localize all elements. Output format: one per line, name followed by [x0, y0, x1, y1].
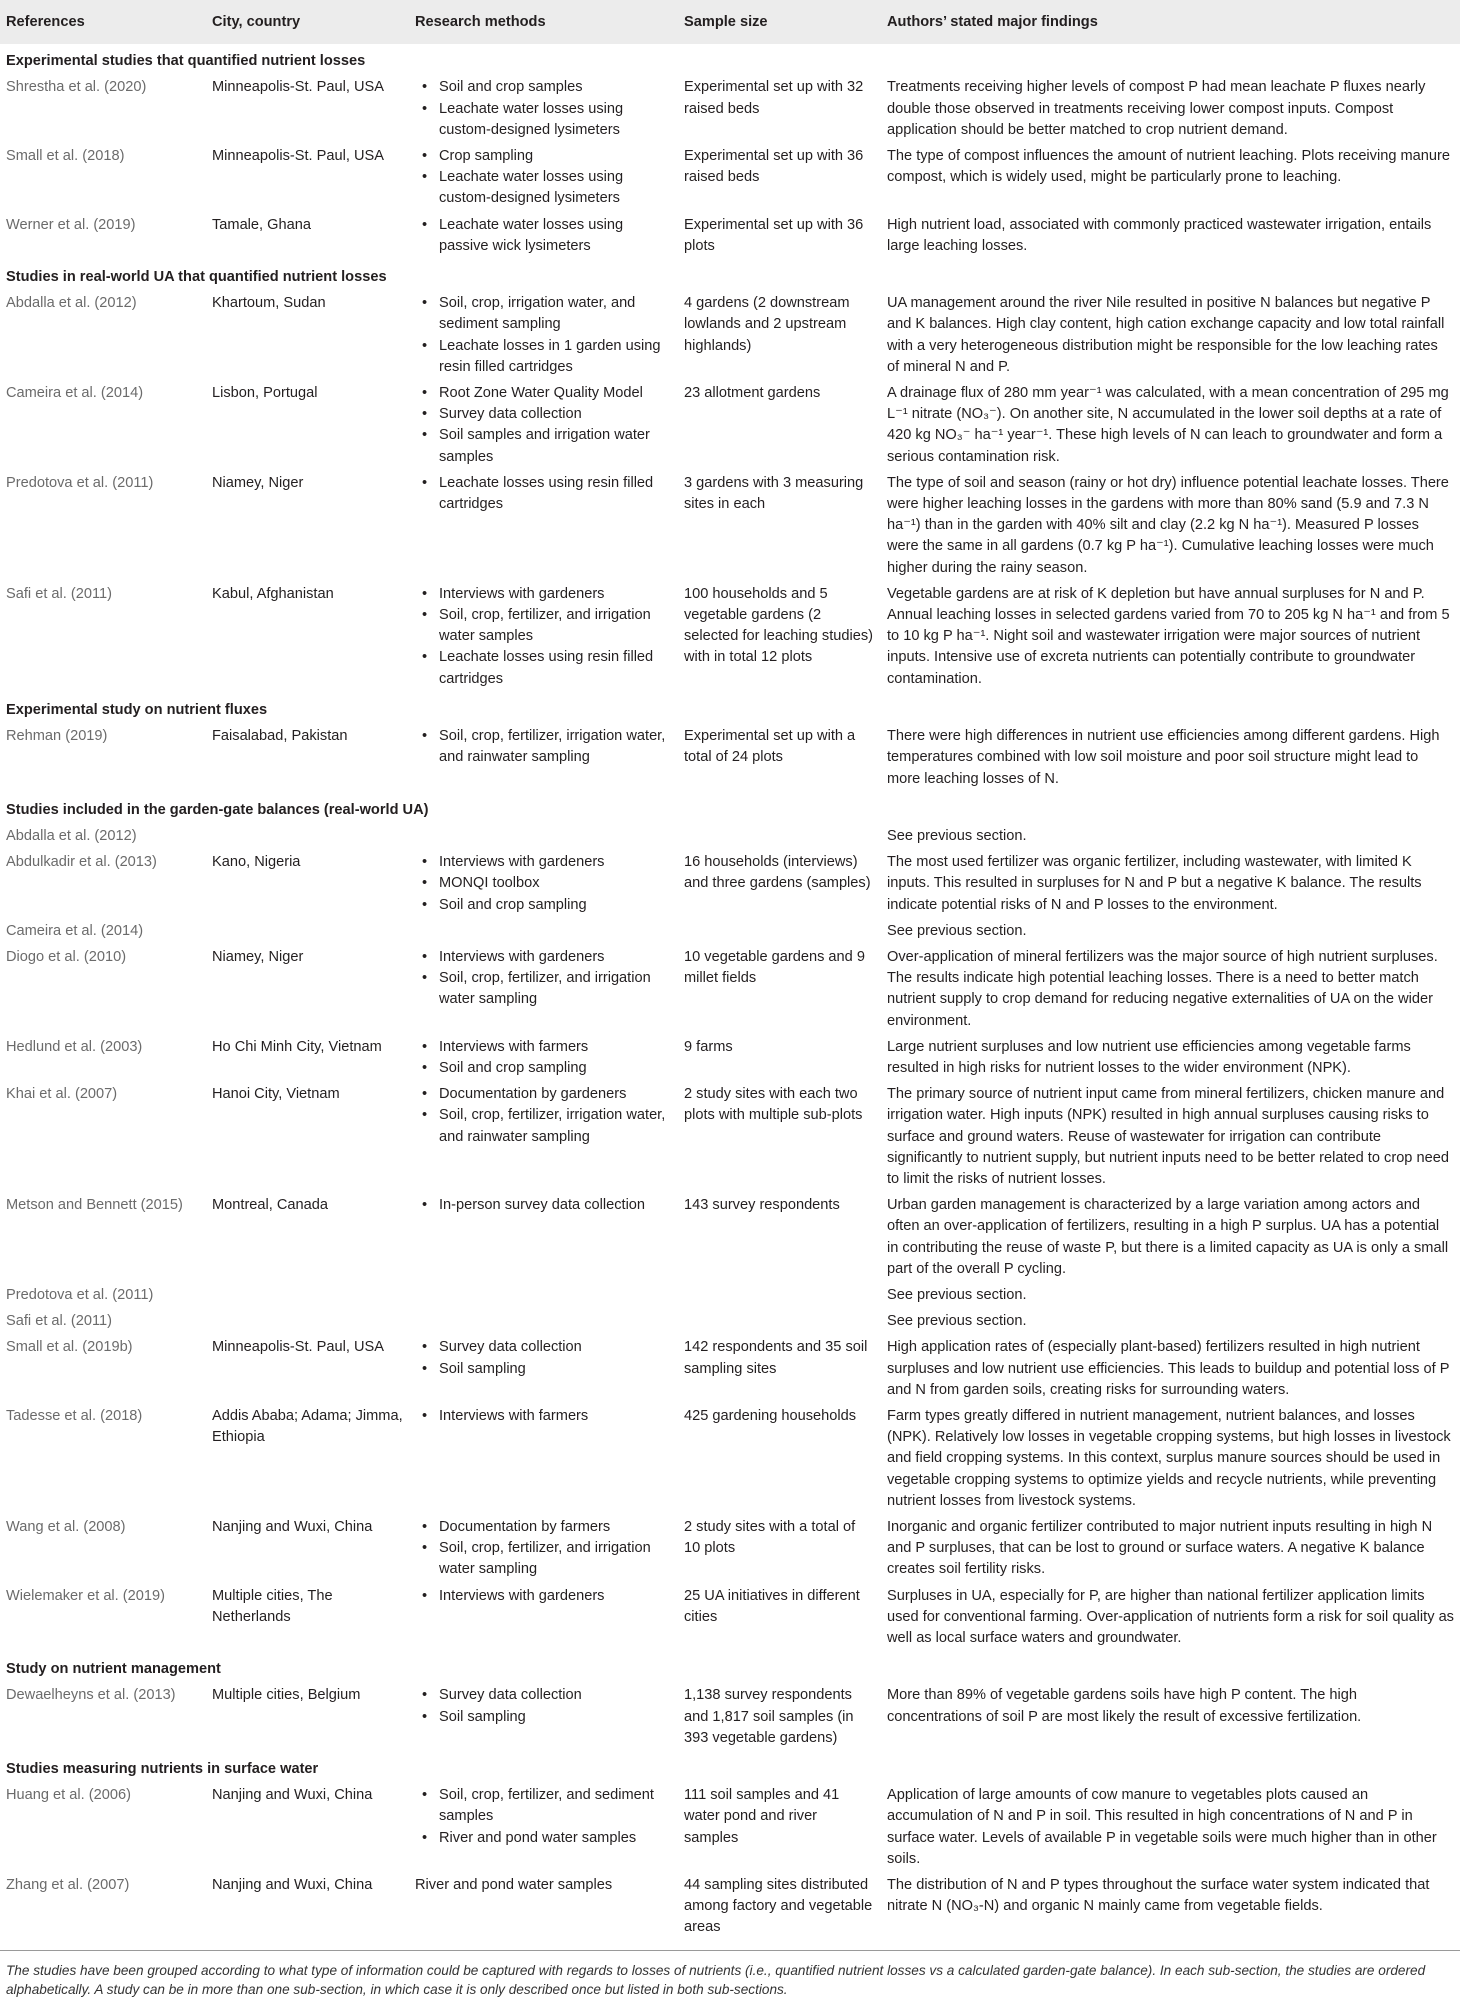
sample-size-cell: 25 UA initiatives in different cities: [684, 1587, 860, 1625]
table-row: [0, 381, 1460, 471]
section-title: Studies in real-world UA that quantified nutrient losses: [6, 269, 387, 286]
reference-cell: Abdalla et al. (2012): [6, 827, 137, 844]
city-cell: Addis Ababa; Adama; Jimma, Ethiopia: [212, 1407, 403, 1446]
section-heading-row: [0, 1752, 1460, 1783]
methods-cell: [409, 1035, 678, 1082]
reference-cell: Huang et al. (2006): [6, 1787, 131, 1804]
methods-cell: [409, 1873, 678, 1942]
table-row: [0, 1193, 1460, 1283]
sample-size-cell: 142 respondents and 35 soil sampling sites: [684, 1339, 868, 1377]
findings-cell: Urban garden management is characterized by a large variation among actors and often an over-application of fertilizers, resulting in a high P surplus. UA has a potential in contributing the reuse of waste P, but there is a limited capacity as UA is only a small part of the overall P cycling.: [887, 1197, 1449, 1277]
table-row: [0, 213, 1460, 260]
table-row: [0, 1082, 1460, 1193]
sample-size-cell: Experimental set up with 36 raised beds: [684, 148, 864, 186]
method-item: • Crop sampling: [439, 146, 672, 167]
methods-cell: [409, 1584, 678, 1653]
methods-cell: [409, 144, 678, 213]
city-cell: Minneapolis-St. Paul, USA: [212, 79, 384, 96]
reference-cell: Small et al. (2019b): [6, 1339, 133, 1356]
method-item: • Interviews with gardeners: [439, 852, 672, 873]
methods-cell: [409, 824, 678, 850]
table-row: [0, 850, 1460, 919]
sample-size-cell: Experimental set up with 32 raised beds: [684, 79, 864, 117]
methods-cell: [409, 1082, 678, 1193]
reference-cell: Abdulkadir et al. (2013): [6, 854, 157, 871]
findings-cell: See previous section.: [887, 922, 1027, 939]
method-item: • Survey data collection: [439, 1685, 672, 1706]
method-item: • Soil, crop, fertilizer, irrigation water, and rainwater sampling: [439, 726, 672, 768]
method-text: River and pond water samples: [415, 1877, 613, 1894]
method-item: • Root Zone Water Quality Model: [439, 383, 672, 404]
method-item: • Interviews with gardeners: [439, 947, 672, 968]
sample-size-cell: 100 households and 5 vegetable gardens (2 selected for leaching studies) with in total 12 plots: [684, 585, 874, 666]
sample-size-cell: 3 gardens with 3 measuring sites in each: [684, 474, 864, 513]
findings-cell: Vegetable gardens are at risk of K depletion but have annual surpluses for N and P. Annual leaching losses in selected gardens varied from 70 to 205 kg N ha⁻¹ and from 5 to 10 kg P ha⁻¹. Night soil and wastewater irrigation were major sources of nutrient inputs. Intensive use of excreta nutrients can potentially contribute to groundwater contamination.: [887, 585, 1450, 687]
method-item: • Soil, crop, fertilizer, and irrigation water sampling: [439, 968, 672, 1010]
methods-list: [415, 383, 672, 468]
methods-cell: [409, 724, 678, 793]
method-item: • Soil, crop, fertilizer, and sediment samples: [439, 1785, 672, 1827]
table-row: [0, 75, 1460, 144]
table-row: [0, 1283, 1460, 1309]
methods-list: [415, 1406, 672, 1427]
city-cell: Niamey, Niger: [212, 948, 304, 965]
methods-list: [415, 473, 672, 515]
method-item: • Documentation by farmers: [439, 1517, 672, 1538]
methods-cell: [409, 1683, 678, 1752]
city-cell: Montreal, Canada: [212, 1197, 329, 1214]
table-row: [0, 582, 1460, 693]
method-item: • Interviews with farmers: [439, 1037, 672, 1058]
city-cell: Khartoum, Sudan: [212, 295, 326, 312]
methods-cell: [409, 291, 678, 381]
methods-cell: [409, 945, 678, 1035]
method-item: • Survey data collection: [439, 404, 672, 425]
methods-list: [415, 726, 672, 768]
findings-cell: Large nutrient surpluses and low nutrient use efficiencies among vegetable farms resulted in high risks for nutrient losses to the wider environment (NPK).: [887, 1038, 1411, 1076]
city-cell: Kabul, Afghanistan: [212, 585, 334, 602]
table-row: [0, 1584, 1460, 1653]
findings-cell: The most used fertilizer was organic fertilizer, including wastewater, with limited K inputs. This resulted in surpluses for N and P but a negative K balance. The results indicate potential risks of N and P losses to the environment.: [887, 854, 1422, 913]
methods-list: [415, 1337, 672, 1379]
methods-list: [415, 146, 672, 210]
city-cell: [206, 1309, 409, 1335]
city-cell: Nanjing and Wuxi, China: [212, 1519, 373, 1535]
findings-cell: See previous section.: [887, 827, 1027, 844]
methods-cell: [409, 75, 678, 144]
city-cell: Minneapolis-St. Paul, USA: [212, 148, 384, 165]
reference-cell: Predotova et al. (2011): [6, 474, 154, 491]
method-item: • Soil, crop, fertilizer, irrigation water, and rainwater sampling: [439, 1105, 672, 1147]
reference-cell: Safi et al. (2011): [6, 585, 112, 602]
findings-cell: Inorganic and organic fertilizer contributed to major nutrient inputs resulting in high N and P surpluses, that can be lost to ground or surface waters. A negative K balance creates soil fertility risks.: [887, 1519, 1433, 1578]
sample-size-cell: Experimental set up with a total of 24 plots: [684, 728, 856, 766]
method-item: • Leachate water losses using passive wick lysimeters: [439, 215, 672, 257]
findings-cell: There were high differences in nutrient use efficiencies among different gardens. High temperatures combined with low soil moisture and poor soil structure might lead to more leaching losses of N.: [887, 728, 1440, 787]
city-cell: Nanjing and Wuxi, China: [212, 1787, 373, 1804]
methods-list: [415, 1195, 672, 1216]
method-item: • Soil and crop samples: [439, 77, 672, 98]
method-item: • Soil, crop, fertilizer, and irrigation water samples: [439, 605, 672, 647]
city-cell: Nanjing and Wuxi, China: [212, 1877, 373, 1894]
methods-list: [415, 1084, 672, 1148]
table-header: [0, 0, 1460, 44]
reference-cell: Predotova et al. (2011): [6, 1286, 154, 1303]
table-row: [0, 1873, 1460, 1942]
methods-list: [415, 77, 672, 141]
sample-size-cell: [678, 1283, 881, 1309]
table-row: [0, 1335, 1460, 1404]
findings-cell: High application rates of (especially plant-based) fertilizers resulted in high nutrient surpluses and low nutrient use efficiencies. This leads to buildup and potential loss of P and N from garden soils, creating risks for surrounding waters.: [887, 1339, 1450, 1398]
section-title: Studies included in the garden-gate balances (real-world UA): [6, 801, 429, 818]
city-cell: Tamale, Ghana: [212, 216, 311, 233]
header-research-methods: Research methods: [409, 0, 678, 44]
method-item: • Leachate losses using resin filled cartridges: [439, 473, 672, 515]
methods-cell: [409, 919, 678, 945]
city-cell: Niamey, Niger: [212, 474, 304, 491]
methods-list: [415, 1785, 672, 1849]
findings-cell: The distribution of N and P types throughout the surface water system indicated that nitrate N (NO₃-N) and organic N mainly came from vegetable fields.: [887, 1877, 1430, 1915]
findings-cell: See previous section.: [887, 1286, 1027, 1303]
table-row: [0, 1309, 1460, 1335]
sample-size-cell: 23 allotment gardens: [684, 385, 821, 402]
findings-cell: Farm types greatly differed in nutrient management, nutrient balances, and losses (NPK). Relatively low losses in vegetable cropping systems, but high losses in livestock and field cropping systems. In this context, surplus manure sources should be used in vegetable cropping systems to optimize yields and recycle nutrients, while preventing nutrient losses from livestock systems.: [887, 1407, 1451, 1509]
methods-cell: [409, 471, 678, 582]
city-cell: [206, 1283, 409, 1309]
methods-cell: [409, 213, 678, 260]
findings-cell: Treatments receiving higher levels of compost P had mean leachate P fluxes nearly double those observed in treatments receiving lower compost inputs. Compost application should be better matched to crop nutrient demand.: [887, 79, 1426, 138]
methods-cell: [409, 1335, 678, 1404]
header-sample-size: Sample size: [678, 0, 881, 44]
method-item: • Soil sampling: [439, 1359, 672, 1380]
section-heading-row: [0, 793, 1460, 824]
table-body: [0, 44, 1460, 1941]
sample-size-cell: [678, 824, 881, 850]
city-cell: [206, 919, 409, 945]
method-item: • Soil and crop sampling: [439, 1058, 672, 1079]
method-item: • Leachate losses using resin filled cartridges: [439, 647, 672, 689]
findings-cell: More than 89% of vegetable gardens soils have high P content. The high concentrations of soil P are most likely the result of excessive fertilization.: [887, 1687, 1362, 1725]
table-row: [0, 1515, 1460, 1584]
sample-size-cell: Experimental set up with 36 plots: [684, 216, 864, 254]
table-row: [0, 1783, 1460, 1873]
reference-cell: Hedlund et al. (2003): [6, 1038, 143, 1055]
sample-size-cell: 9 farms: [684, 1038, 733, 1055]
table-row: [0, 824, 1460, 850]
findings-cell: Application of large amounts of cow manure to vegetables plots caused an accumulation of N and P in soil. This resulted in high concentrations of N and P in surface water. Levels of available P in vegetable soils were much higher than in other soils.: [887, 1787, 1437, 1867]
methods-list: [415, 1586, 672, 1607]
methods-cell: [409, 1515, 678, 1584]
table-row: [0, 291, 1460, 381]
header-city-country: City, country: [206, 0, 409, 44]
methods-list: [415, 215, 672, 257]
sample-size-cell: 2 study sites with each two plots with multiple sub-plots: [684, 1086, 863, 1124]
methods-cell: [409, 381, 678, 471]
section-title: Study on nutrient management: [6, 1661, 221, 1678]
reference-cell: Metson and Bennett (2015): [6, 1197, 183, 1214]
sample-size-cell: 143 survey respondents: [684, 1197, 840, 1214]
section-heading-row: [0, 260, 1460, 291]
findings-cell: UA management around the river Nile resulted in positive N balances but negative P and K balances. High clay content, high cation exchange capacity and low total rainfall with a very heterogeneous distribution might be responsible for the low leaching rates of mineral N and P.: [887, 295, 1445, 375]
findings-cell: See previous section.: [887, 1313, 1027, 1330]
method-item: • Interviews with gardeners: [439, 584, 672, 605]
methods-list: [415, 584, 672, 690]
city-cell: Kano, Nigeria: [212, 854, 301, 871]
sample-size-cell: 4 gardens (2 downstream lowlands and 2 upstream highlands): [684, 295, 850, 354]
reference-cell: Tadesse et al. (2018): [6, 1407, 143, 1424]
method-item: • MONQI toolbox: [439, 873, 672, 894]
methods-cell: [409, 582, 678, 693]
method-item: • Soil, crop, fertilizer, and irrigation water sampling: [439, 1538, 672, 1580]
methods-cell: [409, 1283, 678, 1309]
findings-cell: The type of compost influences the amount of nutrient leaching. Plots receiving manure compost, which is widely used, might be particularly prone to leaching.: [887, 148, 1450, 186]
reference-cell: Cameira et al. (2014): [6, 922, 144, 939]
section-heading-row: [0, 693, 1460, 724]
sample-size-cell: 16 households (interviews) and three gardens (samples): [684, 854, 871, 892]
sample-size-cell: 111 soil samples and 41 water pond and river samples: [684, 1787, 840, 1846]
method-item: • Interviews with farmers: [439, 1406, 672, 1427]
city-cell: Minneapolis-St. Paul, USA: [212, 1339, 384, 1356]
findings-cell: High nutrient load, associated with commonly practiced wastewater irrigation, entails large leaching losses.: [887, 216, 1432, 254]
findings-cell: The primary source of nutrient input came from mineral fertilizers, chicken manure and irrigation water. High inputs (NPK) resulted in high annual surpluses causing risks to surface and ground waters. Reuse of wastewater for irrigation can contribute significantly to nutrient supply, but nutrient inputs need to be better related to crop need to limit the risks of nutrient losses.: [887, 1086, 1449, 1187]
sample-size-cell: [678, 919, 881, 945]
section-title: Studies measuring nutrients in surface water: [6, 1761, 319, 1778]
methods-list: [415, 852, 672, 916]
method-item: • Leachate water losses using custom-designed lysimeters: [439, 167, 672, 209]
methods-list: [415, 1685, 672, 1727]
findings-cell: The type of soil and season (rainy or hot dry) influence potential leachate losses. There were higher leaching losses in the gardens with more than 80% sand (5.9 and 7.3 N ha⁻¹) than in the garden with 40% silt and clay (2.2 kg N ha⁻¹). Measured P losses were the same in all gardens (0.7 kg P ha⁻¹). Cumulative leaching losses were much higher during the rainy season.: [887, 474, 1449, 576]
method-item: • In-person survey data collection: [439, 1195, 672, 1216]
table-row: [0, 1683, 1460, 1752]
method-item: • Soil, crop, irrigation water, and sediment sampling: [439, 293, 672, 335]
reference-cell: Khai et al. (2007): [6, 1086, 118, 1103]
table-row: [0, 945, 1460, 1035]
methods-cell: [409, 1193, 678, 1283]
findings-cell: Surpluses in UA, especially for P, are higher than national fertilizer application limits used for conventional farming. Over-application of nutrients form a risk for soil quality as well as local surface waters and groundwater.: [887, 1587, 1454, 1647]
methods-cell: [409, 1783, 678, 1873]
sample-size-cell: 1,138 survey respondents and 1,817 soil samples (in 393 vegetable gardens): [684, 1687, 854, 1746]
reference-cell: Safi et al. (2011): [6, 1313, 112, 1330]
methods-list: [415, 293, 672, 378]
city-cell: Multiple cities, Belgium: [212, 1687, 361, 1704]
table-row: [0, 471, 1460, 582]
reference-cell: Wielemaker et al. (2019): [6, 1587, 165, 1604]
methods-list: [415, 947, 672, 1011]
city-cell: Ho Chi Minh City, Vietnam: [212, 1038, 382, 1055]
table-row: [0, 1404, 1460, 1515]
method-item: • Interviews with gardeners: [439, 1586, 672, 1607]
methods-list: [415, 1517, 672, 1581]
header-references: References: [0, 0, 206, 44]
method-item: • Survey data collection: [439, 1337, 672, 1358]
sample-size-cell: 10 vegetable gardens and 9 millet fields: [684, 948, 865, 987]
city-cell: Hanoi City, Vietnam: [212, 1086, 340, 1103]
section-heading-row: [0, 44, 1460, 75]
sample-size-cell: 425 gardening households: [684, 1407, 857, 1424]
table-row: [0, 144, 1460, 213]
reference-cell: Werner et al. (2019): [6, 216, 136, 233]
table-row: [0, 919, 1460, 945]
city-cell: Faisalabad, Pakistan: [212, 728, 348, 745]
method-item: • River and pond water samples: [439, 1828, 672, 1849]
reference-cell: Diogo et al. (2010): [6, 948, 127, 965]
reference-cell: Wang et al. (2008): [6, 1519, 126, 1535]
methods-list: [415, 1037, 672, 1079]
sample-size-cell: 2 study sites with a total of 10 plots: [684, 1519, 856, 1557]
reference-cell: Zhang et al. (2007): [6, 1877, 130, 1894]
reference-cell: Rehman (2019): [6, 728, 108, 745]
city-cell: Lisbon, Portugal: [212, 385, 318, 402]
section-title: Experimental studies that quantified nutrient losses: [6, 53, 366, 70]
sample-size-cell: [678, 1309, 881, 1335]
header-major-findings: Authors’ stated major findings: [881, 0, 1460, 44]
method-item: • Documentation by gardeners: [439, 1084, 672, 1105]
table-row: [0, 724, 1460, 793]
findings-cell: Over-application of mineral fertilizers was the major source of high nutrient surpluses. The results indicate high potential leaching losses. There is a need to better match nutrient supply to crop demand for reducing negative externalities of UA on the wider environment.: [887, 948, 1438, 1029]
reference-cell: Dewaelheyns et al. (2013): [6, 1687, 176, 1704]
table-row: [0, 1035, 1460, 1082]
findings-cell: A drainage flux of 280 mm year⁻¹ was calculated, with a mean concentration of 295 mg L⁻¹ nitrate (NO₃⁻). On another site, N accumulated in the lower soil depths at a rate of 420 kg NO₃⁻ ha⁻¹ year⁻¹. These high levels of N can leach to groundwater and form a serious contamination risk.: [887, 385, 1449, 465]
method-item: • Leachate water losses using custom-designed lysimeters: [439, 99, 672, 141]
reference-cell: Abdalla et al. (2012): [6, 295, 137, 312]
section-heading-row: [0, 1652, 1460, 1683]
methods-cell: [409, 1404, 678, 1515]
method-item: • Soil and crop sampling: [439, 895, 672, 916]
reference-cell: Small et al. (2018): [6, 148, 125, 165]
section-title: Experimental study on nutrient fluxes: [6, 701, 268, 718]
reference-cell: Shrestha et al. (2020): [6, 79, 147, 96]
reference-cell: Cameira et al. (2014): [6, 385, 144, 402]
method-item: • Soil sampling: [439, 1707, 672, 1728]
sample-size-cell: 44 sampling sites distributed among factory and vegetable areas: [684, 1877, 873, 1936]
city-cell: [206, 824, 409, 850]
methods-cell: [409, 850, 678, 919]
table-footnote: The studies have been grouped according to what type of information could be captured with regards to losses of nutrients (i.e., quantified nutrient losses vs a calculated garden-gate balance). In each sub-section, the studies are ordered alphabetically. A study can be in more than one sub-section, in which case it is only described once but listed in both sub-sections.: [0, 1950, 1460, 1999]
methods-cell: [409, 1309, 678, 1335]
method-item: • Soil samples and irrigation water samples: [439, 425, 672, 467]
city-cell: Multiple cities, The Netherlands: [212, 1587, 333, 1625]
method-item: • Leachate losses in 1 garden using resin filled cartridges: [439, 336, 672, 378]
